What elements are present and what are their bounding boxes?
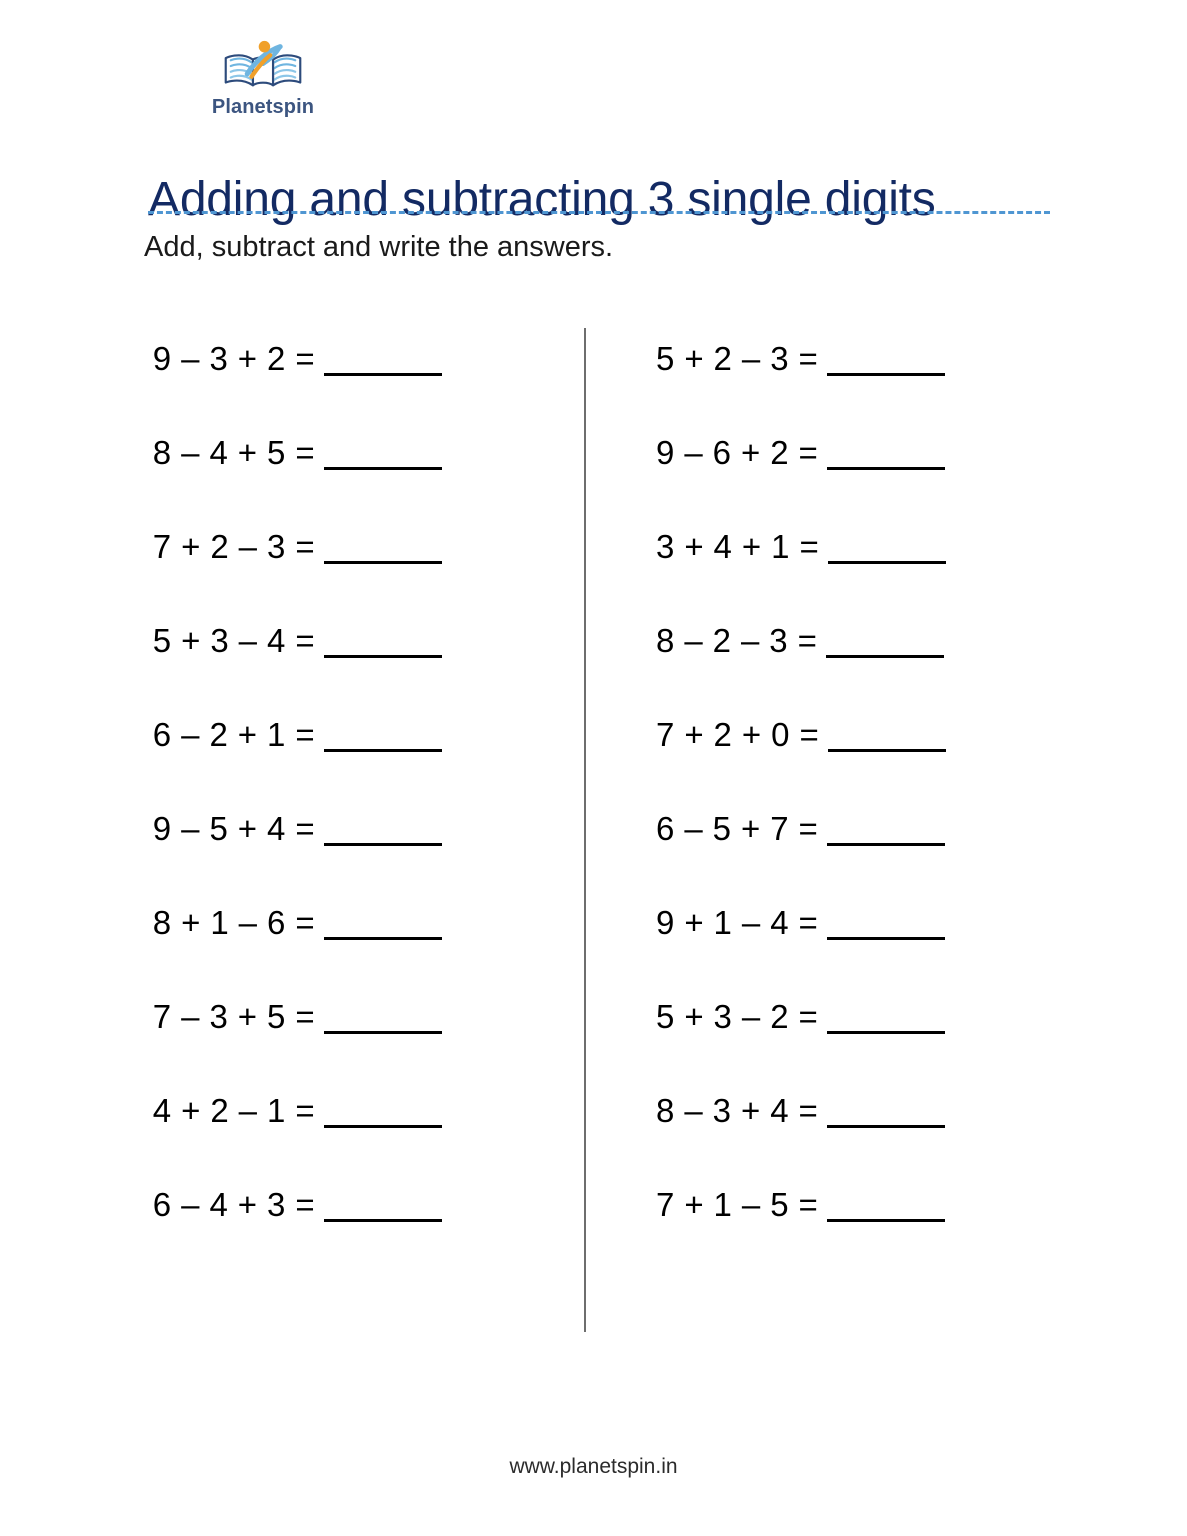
answer-blank[interactable] bbox=[827, 373, 945, 376]
answer-blank[interactable] bbox=[324, 1219, 442, 1222]
answer-blank[interactable] bbox=[324, 937, 442, 940]
answer-blank[interactable] bbox=[827, 937, 945, 940]
answer-blank[interactable] bbox=[827, 1125, 945, 1128]
problem-row bbox=[30, 982, 460, 1076]
problem-row bbox=[30, 700, 460, 794]
footer-url: www.planetspin.in bbox=[509, 1455, 678, 1478]
column-divider bbox=[584, 328, 586, 1332]
problem-expression: 3 + 4 + 1 = bbox=[656, 512, 946, 564]
answer-blank[interactable] bbox=[324, 373, 442, 376]
problem-row bbox=[600, 418, 1030, 512]
problem-expression: 4 + 2 – 1 = bbox=[153, 1076, 442, 1128]
brand-header bbox=[148, 38, 378, 119]
problem-expression: 6 – 2 + 1 = bbox=[153, 700, 442, 752]
problem-expression: 7 + 2 – 3 = bbox=[153, 512, 442, 564]
problem-row bbox=[600, 982, 1030, 1076]
right-column bbox=[600, 324, 1030, 1264]
answer-blank[interactable] bbox=[828, 749, 946, 752]
answer-blank[interactable] bbox=[324, 1125, 442, 1128]
problem-expression: 7 – 3 + 5 = bbox=[153, 982, 442, 1034]
problem-row bbox=[600, 606, 1030, 700]
problem-row bbox=[30, 418, 460, 512]
answer-blank[interactable] bbox=[324, 749, 442, 752]
worksheet-body bbox=[0, 324, 1187, 1334]
problem-expression: 8 – 4 + 5 = bbox=[153, 418, 442, 470]
problem-expression: 5 + 3 – 4 = bbox=[153, 606, 442, 658]
problem-expression: 9 – 3 + 2 = bbox=[153, 324, 442, 376]
answer-blank[interactable] bbox=[324, 1031, 442, 1034]
problem-row bbox=[600, 512, 1030, 606]
problem-row bbox=[30, 888, 460, 982]
open-book-with-figure-logo bbox=[220, 38, 306, 94]
problem-expression: 6 – 4 + 3 = bbox=[153, 1170, 442, 1222]
answer-blank[interactable] bbox=[827, 1219, 945, 1222]
brand-wordmark: Planetspin bbox=[211, 96, 315, 118]
problem-expression: 8 – 3 + 4 = bbox=[656, 1076, 945, 1128]
problem-row bbox=[600, 700, 1030, 794]
left-column bbox=[30, 324, 460, 1264]
answer-blank[interactable] bbox=[826, 655, 944, 658]
problem-row bbox=[30, 1076, 460, 1170]
problem-expression: 8 – 2 – 3 = bbox=[656, 606, 944, 658]
problem-row bbox=[30, 512, 460, 606]
answer-blank[interactable] bbox=[827, 467, 945, 470]
answer-blank[interactable] bbox=[324, 655, 442, 658]
answer-blank[interactable] bbox=[827, 1031, 945, 1034]
problem-expression: 5 + 3 – 2 = bbox=[656, 982, 945, 1034]
problem-expression: 9 – 6 + 2 = bbox=[656, 418, 945, 470]
answer-blank[interactable] bbox=[828, 561, 946, 564]
problem-row bbox=[600, 888, 1030, 982]
answer-blank[interactable] bbox=[324, 467, 442, 470]
answer-blank[interactable] bbox=[324, 561, 442, 564]
problem-row bbox=[30, 606, 460, 700]
problem-expression: 9 + 1 – 4 = bbox=[656, 888, 945, 940]
answer-blank[interactable] bbox=[324, 843, 442, 846]
title-divider-rule bbox=[148, 211, 1050, 214]
problem-row bbox=[30, 324, 460, 418]
problem-expression: 8 + 1 – 6 = bbox=[153, 888, 442, 940]
problem-row bbox=[600, 794, 1030, 888]
problem-expression: 7 + 1 – 5 = bbox=[656, 1170, 945, 1222]
problem-row bbox=[600, 324, 1030, 418]
problem-expression: 9 – 5 + 4 = bbox=[153, 794, 442, 846]
problem-expression: 5 + 2 – 3 = bbox=[656, 324, 945, 376]
instruction-text: Add, subtract and write the answers. bbox=[144, 231, 614, 263]
problem-row bbox=[600, 1170, 1030, 1264]
answer-blank[interactable] bbox=[827, 843, 945, 846]
page-title: Adding and subtracting 3 single digits bbox=[148, 173, 936, 227]
problem-row bbox=[30, 794, 460, 888]
problem-expression: 6 – 5 + 7 = bbox=[656, 794, 945, 846]
problem-row bbox=[600, 1076, 1030, 1170]
problem-row bbox=[30, 1170, 460, 1264]
problem-expression: 7 + 2 + 0 = bbox=[656, 700, 946, 752]
